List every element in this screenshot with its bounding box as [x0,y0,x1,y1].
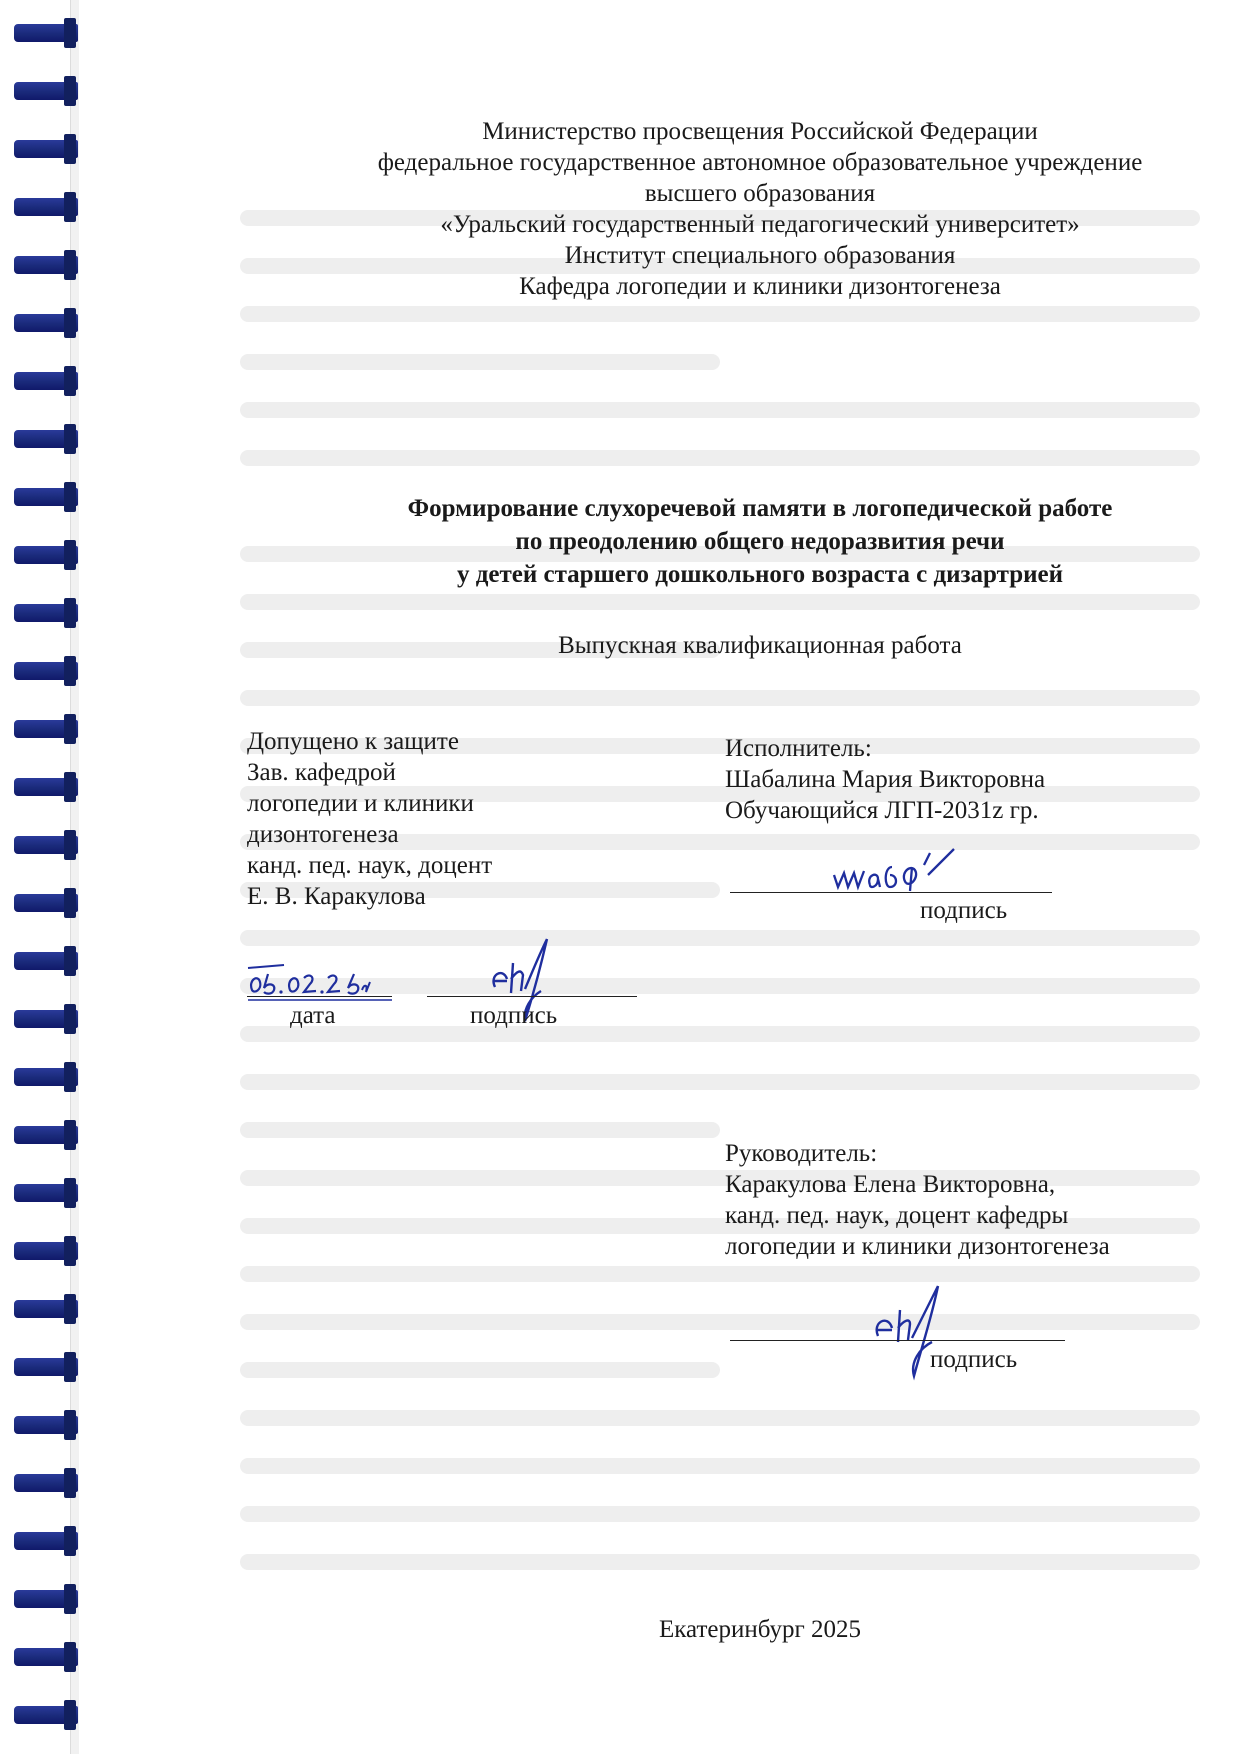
bleed-through-line [240,1458,1200,1474]
header-line: Министерство просвещения Российской Федерации [482,118,1038,145]
binding-ring [14,1120,78,1150]
binding-ring [14,1004,78,1034]
binding-ring [14,714,78,744]
bleed-through-line [240,594,1200,610]
bleed-through-line [240,1410,1200,1426]
binding-ring [14,946,78,976]
binding-ring [14,1526,78,1556]
author-signature [830,845,980,895]
binding-ring [14,1468,78,1498]
bleed-through-line [240,1266,1200,1282]
bleed-through-line [240,1554,1200,1570]
binding-ring [14,192,78,222]
admission-block [247,726,492,912]
binding-ring [14,308,78,338]
admission-line: Е. В. Каракулова [247,883,426,910]
bleed-through-line [240,1122,720,1138]
title-line: Формирование слухоречевой памяти в логопедической работе [407,495,1113,522]
supervisor-block [725,1138,1110,1262]
binding-ring [14,1236,78,1266]
bleed-through-line [240,1314,1200,1330]
binding-ring [14,1410,78,1440]
author-signature-caption: подпись [920,897,1008,924]
binding-ring [14,366,78,396]
bleed-through-line [240,930,1200,946]
bleed-through-line [240,354,720,370]
bleed-through-line [240,306,1200,322]
supervisor-signature-line [730,1340,1065,1341]
bleed-through-line [240,1074,1200,1090]
binding-ring [14,1584,78,1614]
city-year: Екатеринбург 2025 [658,1616,862,1643]
title-line: по преодолению общего недоразвития речи [515,528,1005,555]
author-block [725,733,1045,826]
admission-line: Зав. кафедрой [247,759,396,786]
work-type: Выпускная квалификационная работа [558,632,962,659]
binding-ring [14,1352,78,1382]
supervisor-signature-caption: подпись [930,1346,1018,1373]
title-line: у детей старшего дошкольного возраста с дизартрией [456,561,1064,588]
admission-line: логопедии и клиники [247,790,474,817]
supervisor-line: логопедии и клиники дизонтогенеза [725,1233,1110,1260]
binding-ring [14,250,78,280]
bleed-through-line [240,1026,1200,1042]
bleed-through-line [240,1362,720,1378]
author-signature-line [730,892,1052,893]
author-line: Обучающийся ЛГП-2031z гр. [725,797,1039,824]
binding-ring [14,830,78,860]
binding-ring [14,76,78,106]
bleed-through-line [240,450,1200,466]
bleed-through-line [240,402,1200,418]
binding-ring [14,656,78,686]
binding-ring [14,1700,78,1730]
institution-header [300,116,1220,302]
binding-ring [14,888,78,918]
binding-ring [14,1642,78,1672]
thesis-title [300,492,1220,591]
admission-line: Допущено к защите [247,728,459,755]
bleed-through-line [240,1506,1200,1522]
binding-ring [14,134,78,164]
admission-signature-line [427,996,637,997]
binding-ring [14,1178,78,1208]
author-line: Шабалина Мария Викторовна [725,766,1046,793]
header-line: «Уральский государственный педагогический университет» [440,211,1080,238]
binding-ring [14,482,78,512]
bleed-through-line [240,690,1200,706]
binding-ring [14,18,78,48]
binding-ring [14,1062,78,1092]
date-line [247,996,392,997]
date-caption: дата [290,1002,336,1029]
author-line: Исполнитель: [725,735,872,762]
spiral-binding [0,0,90,1754]
header-line: высшего образования [644,180,876,207]
supervisor-line: Руководитель: [725,1140,878,1167]
binding-ring [14,424,78,454]
header-line: Институт специального образования [564,242,956,269]
header-line: федеральное государственное автономное образовательное учреждение [377,149,1143,176]
supervisor-line: канд. пед. наук, доцент кафедры [725,1202,1069,1229]
admission-line: дизонтогенеза [247,821,399,848]
header-line: Кафедра логопедии и клиники дизонтогенеза [519,273,1001,300]
binding-ring [14,598,78,628]
admission-signature-caption: подпись [470,1002,558,1029]
binding-ring [14,540,78,570]
binding-ring [14,1294,78,1324]
binding-ring [14,772,78,802]
supervisor-line: Каракулова Елена Викторовна, [725,1171,1056,1198]
admission-line: канд. пед. наук, доцент [247,852,493,879]
